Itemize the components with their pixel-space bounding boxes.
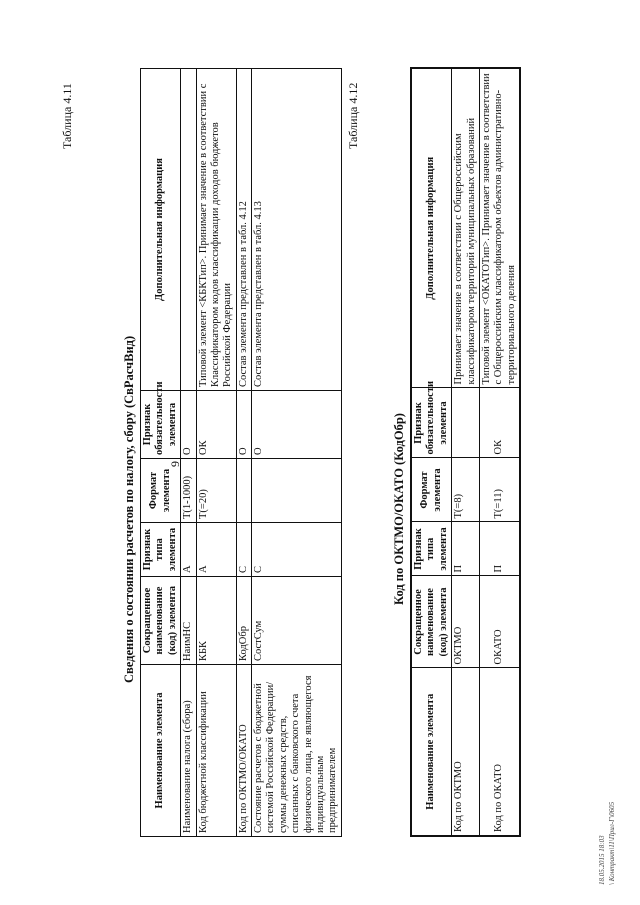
table-cell: Типовой элемент <ОКАТОТип>. Принимает значение в соответствии с Общероссийским классификатором объектов административно-территориального деления (479, 68, 520, 388)
table-cell: T(1-1000) (181, 459, 196, 523)
table-4-12 (410, 67, 521, 837)
table-cell: ОК (479, 388, 520, 458)
table-4-11-title: Сведения о состоянии расчетов по налогу, сбору (СвРасчВид) (122, 335, 136, 683)
table-cell: НаимНС (181, 577, 196, 665)
table-4-11 (140, 68, 342, 837)
header-cell: Дополнительная информация (411, 68, 452, 388)
page-number: 9 (168, 461, 182, 467)
table-cell: О (236, 391, 251, 459)
table-cell: Типовой элемент <КБКТип>. Принимает значение в соответствии с Классификатором кодов классификации доходов бюджетов Российской Федерации (196, 69, 236, 391)
table-cell: СостСум (252, 577, 342, 665)
table-cell: T(=11) (479, 458, 520, 522)
table-row (452, 68, 480, 836)
table-cell (452, 388, 480, 458)
table-cell: С (236, 523, 251, 577)
header-cell: Признак типа элемента (141, 523, 181, 577)
table-row (236, 69, 251, 837)
table-row (252, 69, 342, 837)
header-cell: Сокращенное наименование (код) элемента (141, 577, 181, 665)
table-cell: О (181, 391, 196, 459)
table-cell: Принимает значение в соответствии с Общероссийским классификатором территорий муниципальных образований (452, 68, 480, 388)
table-row (181, 69, 196, 837)
table-cell: Состав элемента представлен в табл. 4.13 (252, 69, 342, 391)
table-4-12-title: Код по ОКТМО/ОКАТО (КодОбр) (392, 413, 406, 605)
table-cell: КБК (196, 577, 236, 665)
table-cell: С (252, 523, 342, 577)
table-cell: Состав элемента представлен в табл. 4.12 (236, 69, 251, 391)
header-cell: Наименование элемента (141, 665, 181, 837)
table-cell: Код по ОКАТО (479, 668, 520, 836)
header-cell: Дополнительная информация (141, 69, 181, 391)
table-cell: Код бюджетной классификации (196, 665, 236, 837)
table-cell: А (196, 523, 236, 577)
table-header-row (411, 68, 452, 836)
table-cell: Код по ОКТМО (452, 668, 480, 836)
table-cell: КодОбр (236, 577, 251, 665)
table-cell: ОКТМО (452, 576, 480, 668)
table-cell: П (479, 522, 520, 576)
header-cell: Сокращенное наименование (код) элемента (411, 576, 452, 668)
table-cell: П (452, 522, 480, 576)
table-row (479, 68, 520, 836)
table-cell: А (181, 523, 196, 577)
table-cell: Код по ОКТМО/ОКАТО (236, 665, 251, 837)
header-cell: Признак обязательности элемента (141, 391, 181, 459)
table-4-12-label: Таблица 4.12 (346, 82, 360, 149)
table-row (196, 69, 236, 837)
table-cell: T(=8) (452, 458, 480, 522)
table-cell: Наименование налога (сбора) (181, 665, 196, 837)
header-cell: Признак обязательности элемента (411, 388, 452, 458)
footer-stamp-path: \ Контракт\11\Прил-Г\0605 (608, 801, 616, 885)
table-cell (236, 459, 251, 523)
table-cell: Состояние расчетов с бюджетной системой Российской Федерации/суммы денежных средств, списанных с банковского счета физического лица, не являющегося индивидуальным предпринимателем (252, 665, 342, 837)
table-4-11-label: Таблица 4.11 (60, 83, 74, 149)
header-cell: Наименование элемента (411, 668, 452, 836)
table-cell: T(=20) (196, 459, 236, 523)
table-cell: О (252, 391, 342, 459)
table-cell: ОК (196, 391, 236, 459)
footer-stamp-date: 18.05.2015 18:03 (598, 835, 606, 885)
header-cell: Признак типа элемента (411, 522, 452, 576)
table-cell (181, 69, 196, 391)
header-cell: Формат элемента (411, 458, 452, 522)
table-cell: ОКАТО (479, 576, 520, 668)
header-cell: Формат элемента (141, 459, 181, 523)
table-cell (252, 459, 342, 523)
table-header-row (141, 69, 181, 837)
